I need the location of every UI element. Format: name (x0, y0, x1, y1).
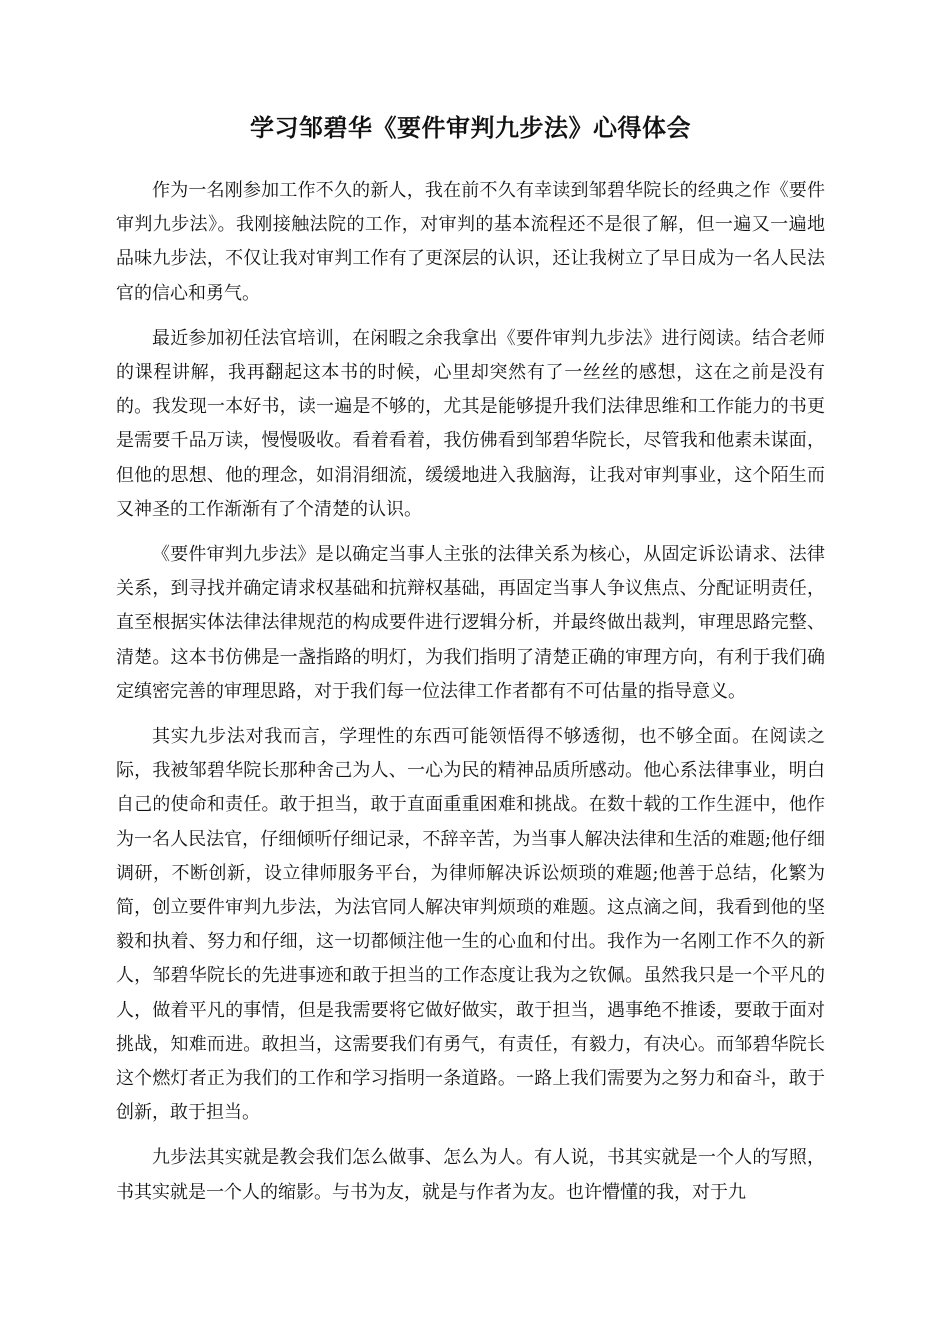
paragraph-3: 《要件审判九步法》是以确定当事人主张的法律关系为核心，从固定诉讼请求、法律关系，到寻找并确定请求权基础和抗辩权基础，再固定当事人争议焦点、分配证明责任，直至根据实体法律法律规范的构成要件进行逻辑分析，并最终做出裁判，审理思路完整、清楚。这本书仿佛是一盏指路的明灯，为我们指明了清楚正确的审理方向，有利于我们确定缜密完善的审理思路，对于我们每一位法律工作者都有不可估量的指导意义。 (116, 544, 825, 702)
document-title: 学习邹碧华《要件审判九步法》心得体会 (250, 114, 691, 142)
paragraph-5: 九步法其实就是教会我们怎么做事、怎么为人。有人说，书其实就是一个人的写照，书其实就是一个人的缩影。与书为友，就是与作者为友。也许懵懂的我，对于九 (116, 1147, 825, 1203)
paragraph-4: 其实九步法对我而言，学理性的东西可能领悟得不够透彻，也不够全面。在阅读之际，我被邹碧华院长那种舍己为人、一心为民的精神品质所感动。他心系法律事业，明白自己的使命和责任。敢于担当，敢于直面重重困难和挑战。在数十载的工作生涯中，他作为一名人民法官，仔细倾听仔细记录，不辞辛苦，为当事人解决法律和生活的难题;他仔细调研，不断创新，设立律师服务平台，为律师解决诉讼烦琐的难题;他善于总结，化繁为简，创立要件审判九步法，为法官同人解决审判烦琐的难题。这点滴之间，我看到他的坚毅和执着、努力和仔细，这一切都倾注他一生的心血和付出。我作为一名刚工作不久的新人，邹碧华院长的先进事迹和敢于担当的工作态度让我为之钦佩。虽然我只是一个平凡的人，做着平凡的事情，但是我需要将它做好做实，敢于担当，遇事绝不推诿，要敢于面对挑战，知难而进。敢担当，这需要我们有勇气，有责任，有毅力，有决心。而邹碧华院长这个燃灯者正为我们的工作和学习指明一条道路。一路上我们需要为之努力和奋斗，敢于创新，敢于担当。 (116, 726, 825, 1124)
paragraph-2: 最近参加初任法官培训，在闲暇之余我拿出《要件审判九步法》进行阅读。结合老师的课程讲解，我再翻起这本书的时候，心里却突然有了一丝丝的感想，这在之前是没有的。我发现一本好书，读一遍是不够的，尤其是能够提升我们法律思维和工作能力的书更是需要千品万读，慢慢吸收。看着看着，我仿佛看到邹碧华院长，尽管我和他素未谋面，但他的思想、他的理念，如涓涓细流，缓缓地进入我脑海，让我对审判事业，这个陌生而又神圣的工作渐渐有了个清楚的认识。 (116, 327, 825, 520)
paragraph-1: 作为一名刚参加工作不久的新人，我在前不久有幸读到邹碧华院长的经典之作《要件审判九步法》。我刚接触法院的工作，对审判的基本流程还不是很了解，但一遍又一遍地品味九步法，不仅让我对审判工作有了更深层的认识，还让我树立了早日成为一名人民法官的信心和勇气。 (116, 180, 825, 304)
